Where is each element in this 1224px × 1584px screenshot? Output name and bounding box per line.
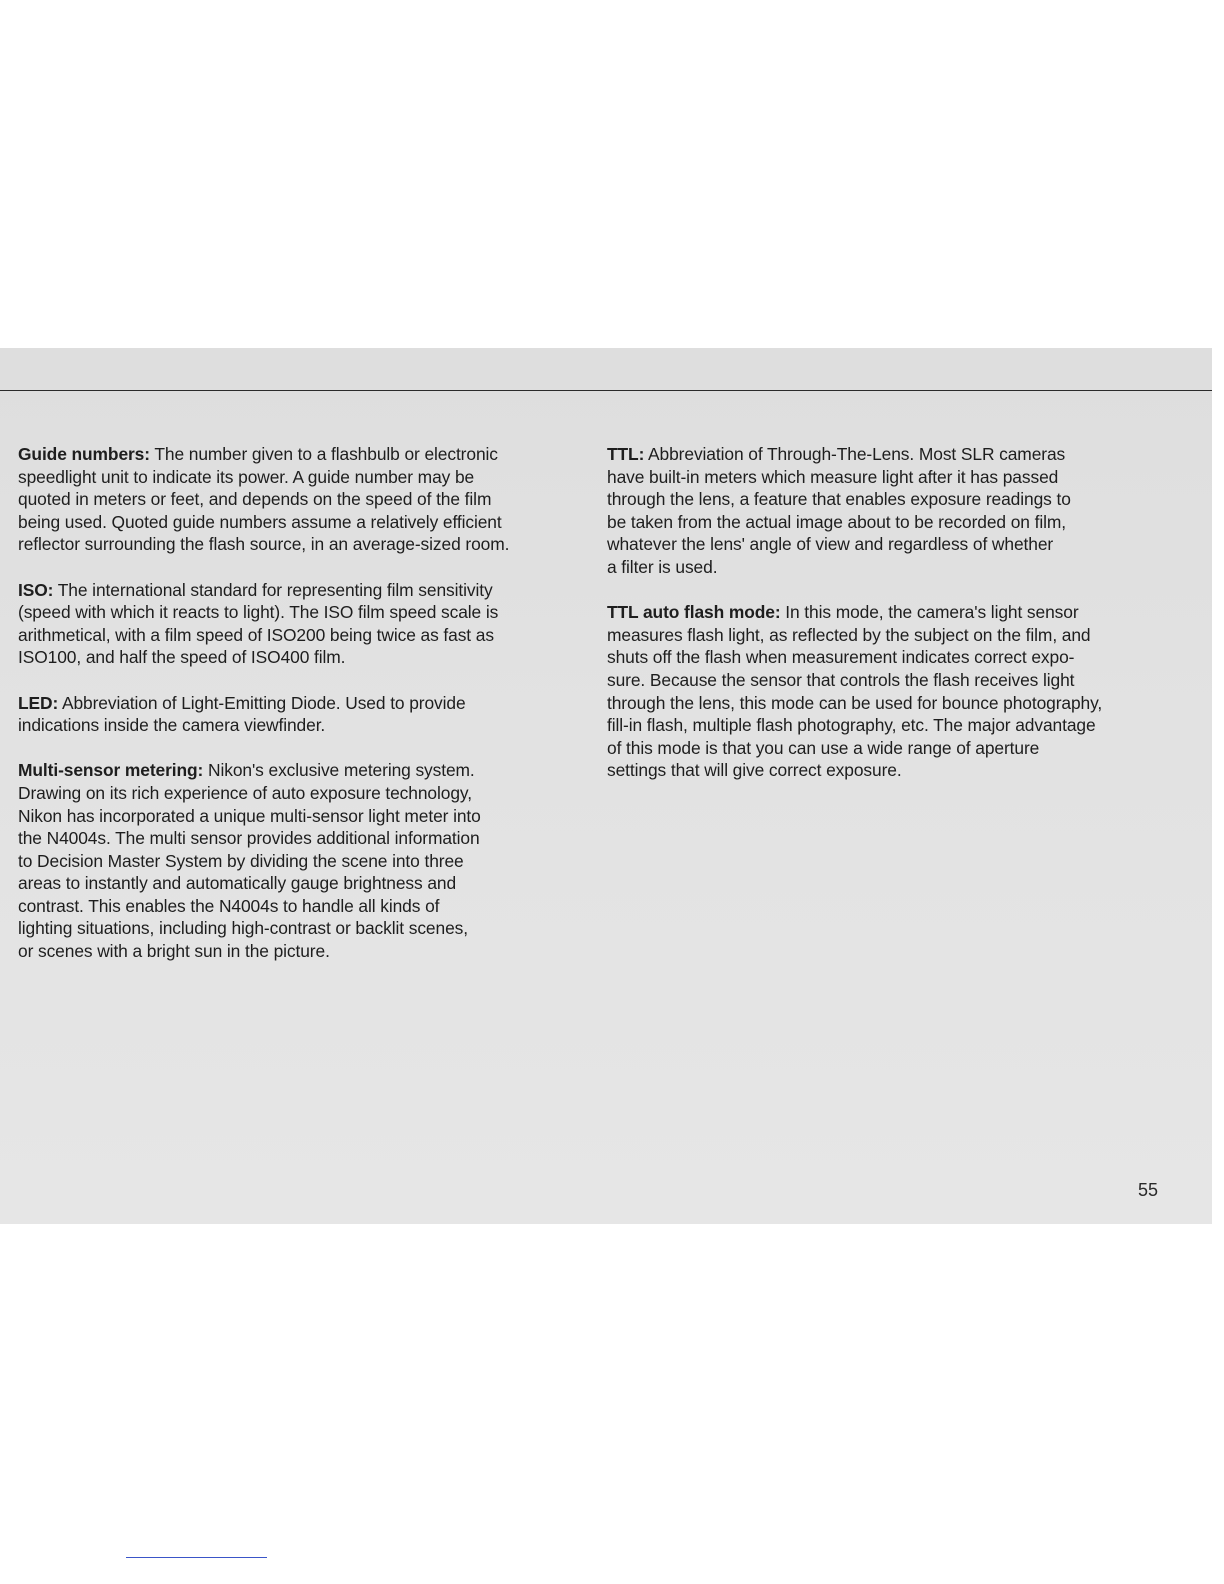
definition-text: Abbreviation of Through-The-Lens. Most SLR cameras [644,444,1066,464]
left-column [18,443,598,985]
definition-text: Nikon's exclusive metering system. [203,760,475,781]
definition-text: Abbreviation of Light-Emitting Diode. Used to provide [58,692,466,713]
entry-line: Drawing on its rich experience of auto exposure technology, [18,782,472,803]
entry-line: lighting situations, including high-contrast or backlit scenes, [18,918,468,939]
entry-line: the N4004s. The multi sensor provides additional information [18,828,480,849]
entry-line [607,443,1177,466]
page-number: 55 [1138,1180,1159,1200]
definition-text: The international standard for representing film sensitivity [53,579,493,600]
glossary-term: Multi-sensor metering: [18,760,204,781]
glossary-entry-iso [18,579,598,669]
entry-line [18,759,598,782]
glossary-entry-guide-numbers [18,443,598,556]
entry-line: contrast. This enables the N4004s to handle all kinds of [18,895,440,916]
entry-line: arithmetical, with a film speed of ISO200 being twice as fast as [18,624,494,645]
entry-line [18,579,598,602]
glossary-term: Guide numbers: [18,444,150,464]
glossary-entry-multi-sensor-metering [18,759,598,962]
definition-text: In this mode, the camera's light sensor [780,602,1079,623]
footer-link-underline[interactable] [126,1557,267,1558]
entry-line: indications inside the camera viewfinder. [18,715,326,736]
entry-line: (speed with which it reacts to light). The ISO film speed scale is [18,602,499,623]
entry-line [18,443,598,466]
entry-line: through the lens, this mode can be used for bounce photography, [607,692,1103,713]
entry-line: a filter is used. [607,556,718,577]
entry-line: ISO100, and half the speed of ISO400 film. [18,647,346,668]
entry-line: Nikon has incorporated a unique multi-sensor light meter into [18,805,481,826]
glossary-term: ISO: [18,579,54,600]
entry-line: have built-in meters which measure light after it has passed [607,466,1059,487]
entry-line [607,601,1177,624]
entry-line: quoted in meters or feet, and depends on the speed of the film [18,489,492,510]
glossary-entry-ttl-auto-flash-mode [607,601,1177,782]
entry-line: or scenes with a bright sun in the picture. [18,941,330,962]
entry-line: through the lens, a feature that enables exposure readings to [607,489,1071,510]
entry-line: whatever the lens' angle of view and regardless of whether [607,534,1054,555]
glossary-term: TTL: [607,444,645,464]
entry-line: sure. Because the sensor that controls the flash receives light [607,669,1075,690]
glossary-entry-led [18,692,598,737]
entry-line: shuts off the flash when measurement indicates correct expo- [607,647,1075,668]
entry-line: of this mode is that you can use a wide range of aperture [607,737,1040,758]
glossary-term: LED: [18,692,59,713]
entry-line: being used. Quoted guide numbers assume a relatively efficient [18,511,502,532]
entry-line: measures flash light, as reflected by the subject on the film, and [607,624,1091,645]
entry-line: areas to instantly and automatically gauge brightness and [18,873,457,894]
glossary-term: TTL auto flash mode: [607,602,781,623]
scanned-page [0,348,1212,1224]
definition-text: The number given to a flashbulb or electronic [149,444,498,464]
glossary-entry-ttl [607,443,1177,579]
entry-line: fill-in flash, multiple flash photography, etc. The major advantage [607,715,1096,736]
entry-line: reflector surrounding the flash source, in an average-sized room. [18,534,510,555]
entry-line: speedlight unit to indicate its power. A guide number may be [18,466,475,487]
entry-line: settings that will give correct exposure. [607,760,902,781]
entry-line: to Decision Master System by dividing the scene into three [18,850,464,871]
entry-line: be taken from the actual image about to be recorded on film, [607,511,1066,532]
entry-line [18,692,598,715]
right-column [607,443,1177,805]
top-rule [0,390,1212,391]
